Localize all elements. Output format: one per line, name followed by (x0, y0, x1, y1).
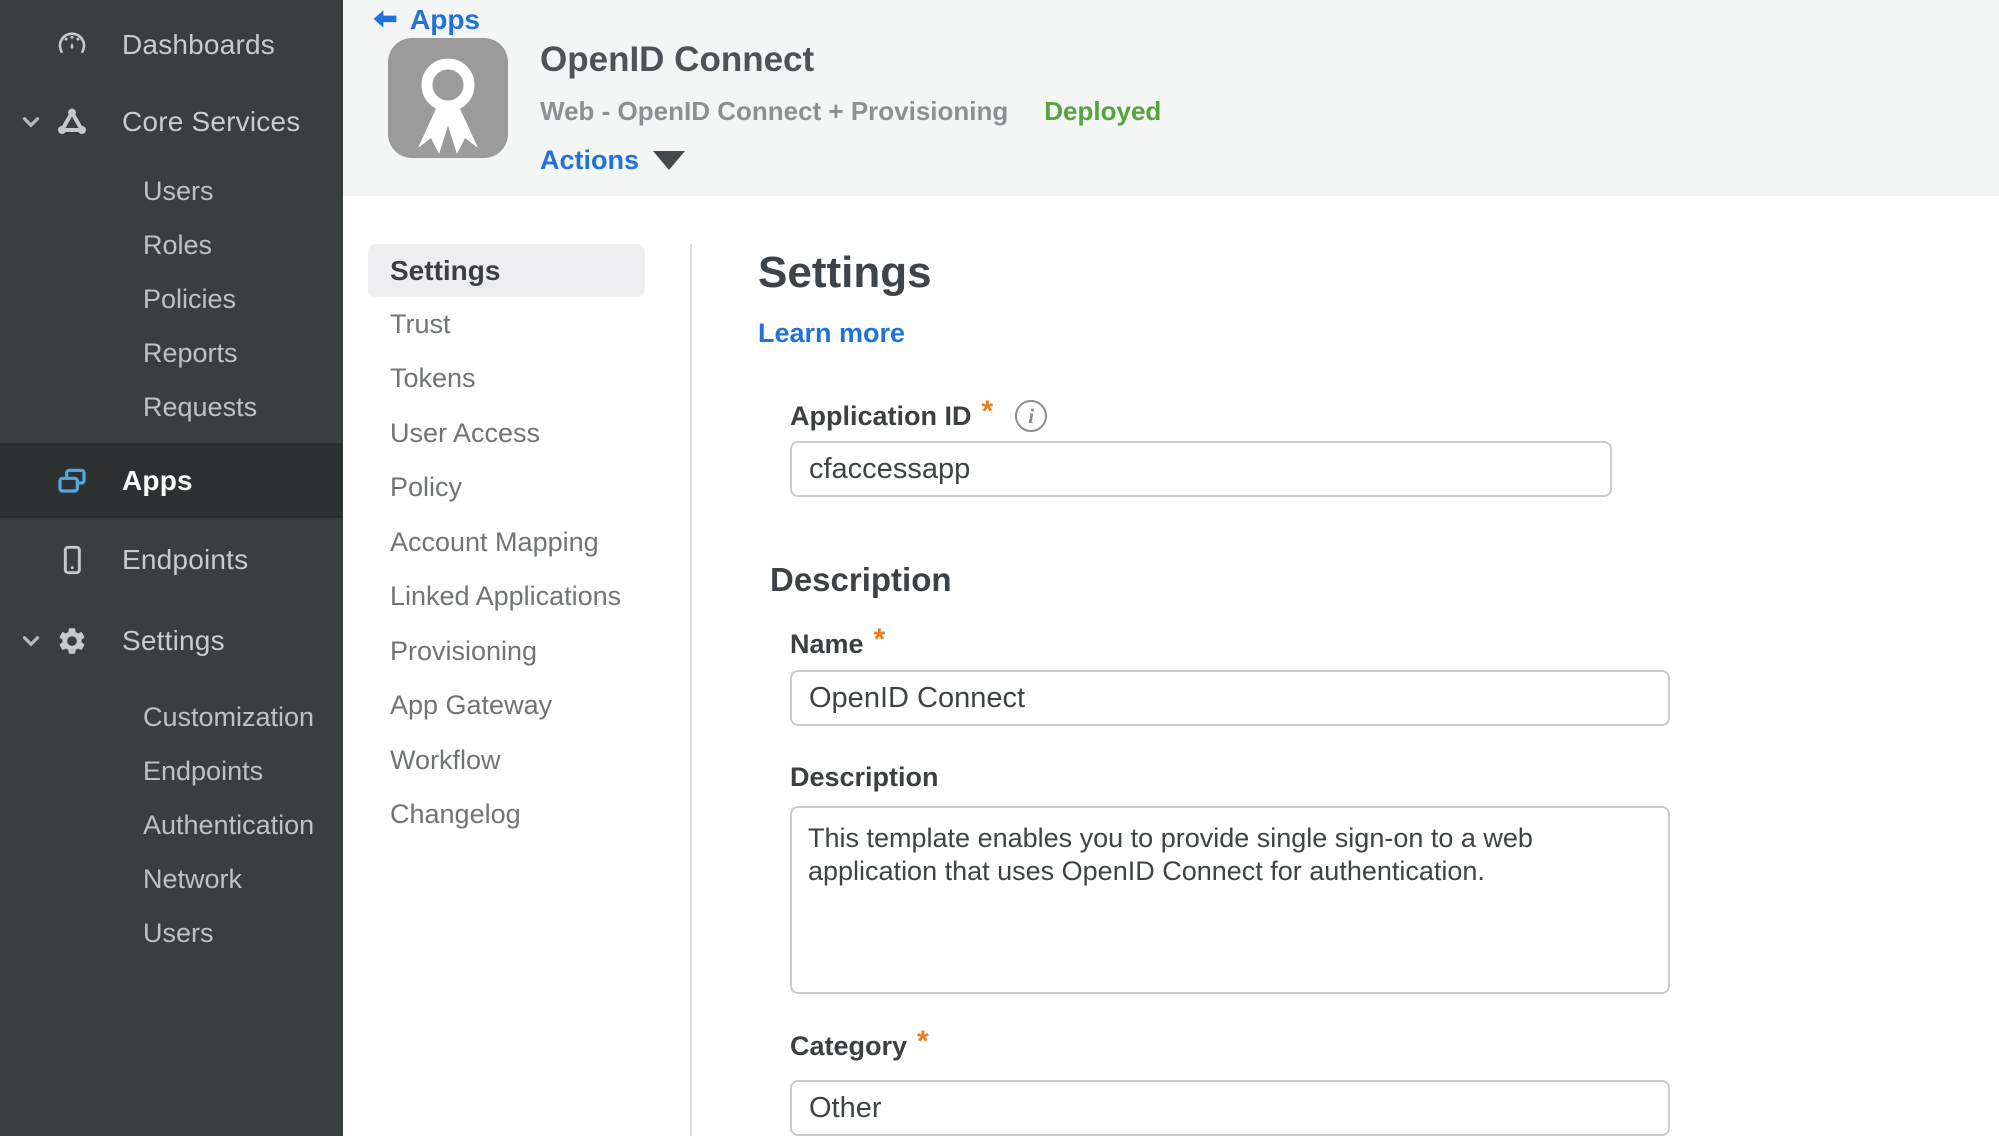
actions-menu-button[interactable] (540, 145, 1161, 176)
ribbon-icon (388, 38, 508, 158)
category-label (790, 1025, 1999, 1063)
category-group (790, 1025, 1999, 1136)
chevron-down-icon[interactable] (0, 109, 44, 135)
sidebar-item-apps-active[interactable] (0, 443, 343, 518)
sidebar-item-roles[interactable]: Roles (143, 230, 213, 260)
subnav-tab-user-access[interactable]: User Access (390, 417, 541, 448)
back-link-label: Apps (410, 4, 480, 35)
label-text: Application ID (790, 400, 972, 431)
application-id-group (790, 395, 1999, 497)
learn-more-link[interactable]: Learn more (758, 318, 906, 348)
label-text: Category (790, 1030, 908, 1061)
status-badge: Deployed (1044, 96, 1162, 126)
core-services-icon (55, 105, 89, 139)
subnav-tab-app-gateway[interactable]: App Gateway (390, 690, 553, 721)
gear-icon (55, 624, 89, 658)
name-field[interactable] (790, 670, 1670, 726)
sidebar-item-label: Apps (122, 464, 193, 496)
subnav-tab-workflow[interactable]: Workflow (390, 744, 501, 775)
application-id-field[interactable] (790, 441, 1612, 497)
required-asterisk: * (873, 623, 886, 656)
app-subtitle: Web - OpenID Connect + Provisioning (540, 96, 1009, 126)
sidebar-item-policies[interactable]: Policies (143, 284, 237, 314)
app-ribbon-badge (388, 38, 508, 158)
description-field[interactable] (790, 806, 1670, 994)
description-label (790, 762, 1999, 793)
sidebar-item-requests[interactable]: Requests (143, 392, 258, 422)
app-title: OpenID Connect (540, 40, 815, 79)
primary-sidebar (0, 0, 343, 1136)
required-asterisk: * (917, 1025, 929, 1058)
back-arrow-icon (370, 7, 400, 33)
sidebar-item-customization[interactable]: Customization (143, 702, 315, 732)
apps-icon (55, 464, 89, 498)
sidebar-item-endpoints[interactable] (0, 518, 343, 602)
subnav-list (343, 297, 692, 842)
settings-submenu (0, 680, 343, 960)
sidebar-item-core-services[interactable] (0, 90, 343, 154)
category-field[interactable] (790, 1080, 1670, 1136)
subnav-tab-trust[interactable]: Trust (390, 308, 451, 339)
sidebar-item-label: Dashboards (122, 29, 275, 60)
name-label (790, 623, 1999, 661)
subnav-tab-provisioning[interactable]: Provisioning (390, 635, 538, 666)
subnav-tab-changelog[interactable]: Changelog (390, 799, 521, 830)
caret-down-icon (653, 151, 685, 170)
main-column (343, 0, 1999, 1136)
core-services-submenu (0, 154, 343, 434)
header-text-block (540, 40, 1161, 176)
sidebar-item-label: Core Services (122, 106, 301, 137)
subnav-tab-linked-applications[interactable]: Linked Applications (390, 581, 622, 612)
label-text: Name (790, 628, 864, 659)
subnav-tab-account-mapping[interactable]: Account Mapping (390, 526, 599, 557)
subnav-tab-tokens[interactable]: Tokens (390, 363, 476, 394)
description-section-title: Description (770, 561, 952, 598)
sidebar-item-label: Endpoints (122, 544, 249, 575)
sidebar-item-authentication[interactable]: Authentication (143, 810, 315, 840)
required-asterisk: * (981, 395, 994, 428)
back-to-apps-link[interactable] (370, 4, 480, 36)
sidebar-item-users-settings[interactable]: Users (143, 918, 214, 948)
subnav-tab-policy[interactable]: Policy (390, 472, 463, 503)
phone-icon (55, 543, 89, 577)
sidebar-item-reports[interactable]: Reports (143, 338, 238, 368)
label-text: Description (790, 762, 939, 792)
sidebar-item-network[interactable]: Network (143, 864, 243, 894)
sidebar-item-endpoints-settings[interactable]: Endpoints (143, 756, 264, 786)
info-icon[interactable]: i (1015, 400, 1047, 432)
app-header (343, 0, 1999, 196)
settings-panel (692, 196, 1999, 1136)
name-group (790, 623, 1999, 726)
application-id-label (790, 395, 1999, 433)
sidebar-item-users[interactable]: Users (143, 176, 214, 206)
subnav-tab-settings-selected[interactable]: Settings (368, 244, 645, 297)
sidebar-item-settings[interactable] (0, 602, 343, 680)
page-title: Settings (758, 248, 932, 297)
page-body (343, 196, 1999, 1136)
actions-label: Actions (540, 145, 640, 175)
sidebar-item-label: Settings (122, 625, 225, 656)
description-group (790, 762, 1999, 999)
sidebar-item-dashboards[interactable] (0, 0, 343, 90)
chevron-down-icon[interactable] (0, 628, 44, 654)
app-subnav (343, 196, 692, 1136)
gauge-icon (55, 28, 89, 62)
